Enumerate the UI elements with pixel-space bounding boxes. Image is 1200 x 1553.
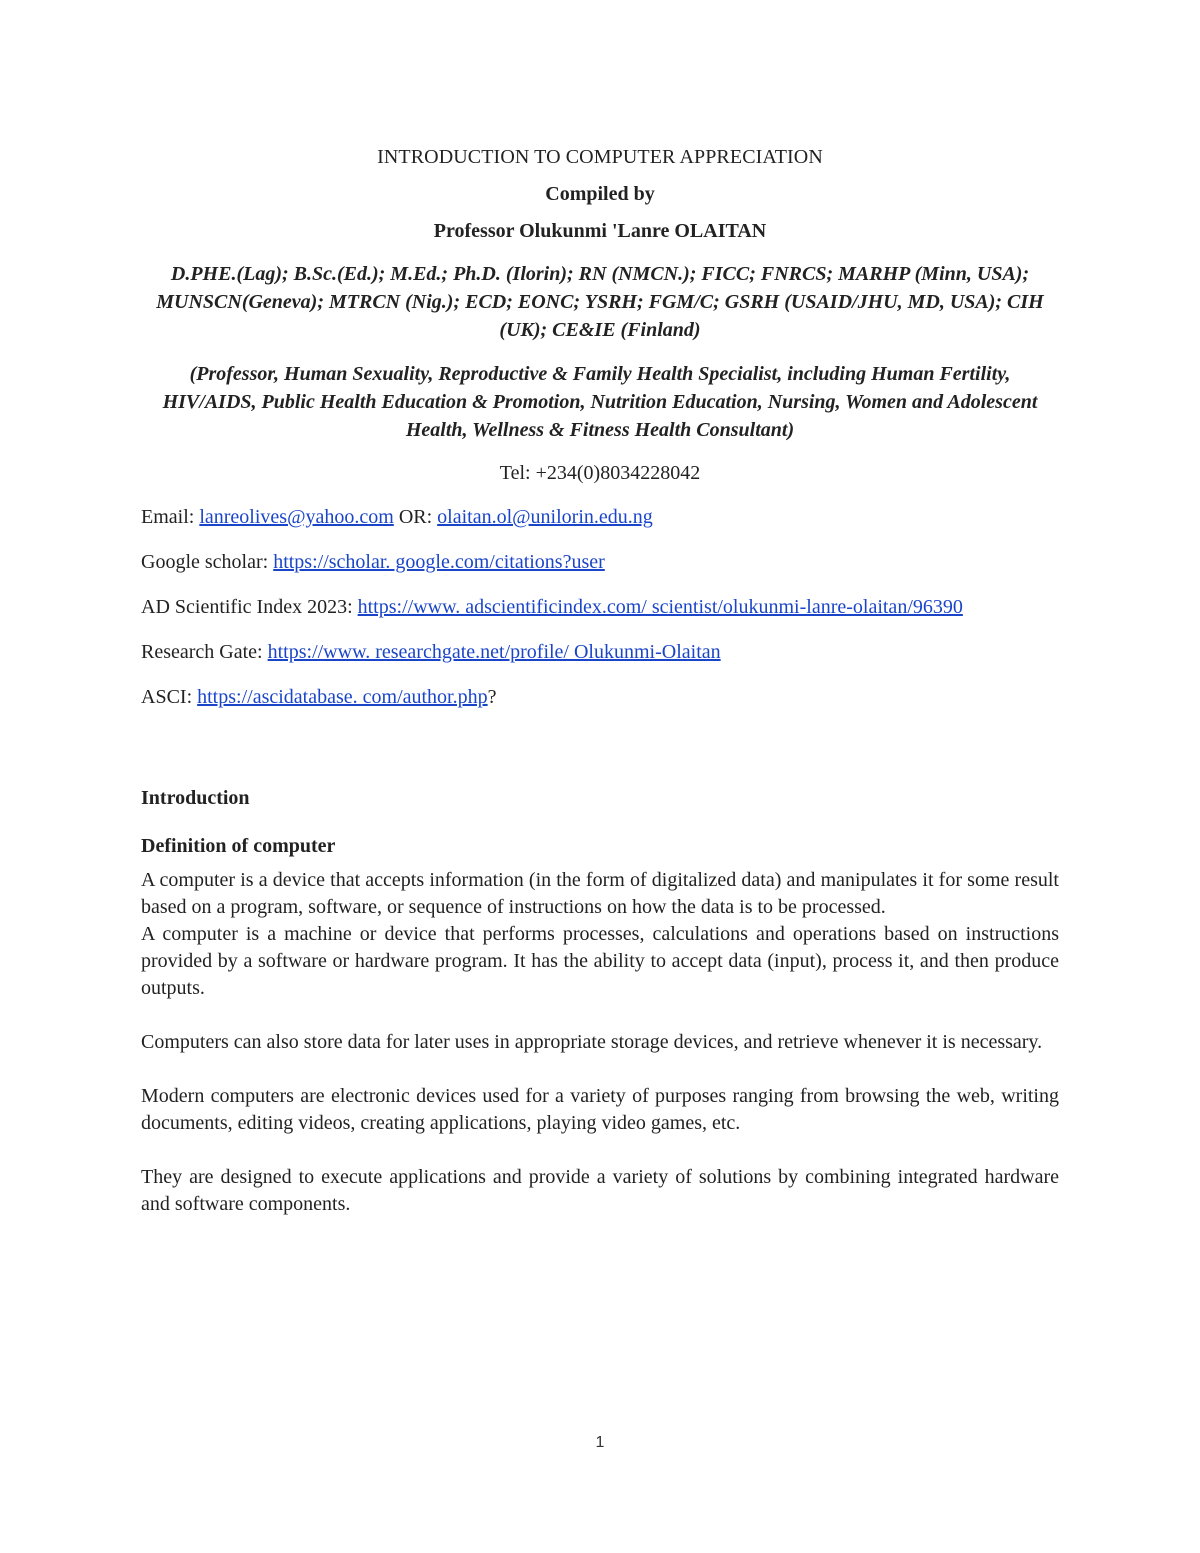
asci-suffix: ? bbox=[487, 686, 497, 708]
google-scholar-link[interactable]: https://scholar. google.com/citations?user bbox=[273, 551, 605, 573]
paragraph-definition-1: A computer is a device that accepts information (in the form of digitalized data) and manipulates it for some result based on a program, software, or sequence of instructions on how the data is to be processed. bbox=[141, 869, 1059, 918]
research-gate-line bbox=[141, 638, 1059, 666]
email-label: Email: bbox=[141, 506, 200, 528]
ad-scientific-index-label: AD Scientific Index 2023: bbox=[141, 596, 358, 618]
paragraph-modern-computers: Modern computers are electronic devices used for a variety of purposes ranging from browsing the web, writing documents, editing videos, creating applications, playing video games, etc. bbox=[141, 1085, 1059, 1134]
google-scholar-label: Google scholar: bbox=[141, 551, 274, 573]
author-name: Professor Olukunmi 'Lanre OLAITAN bbox=[433, 220, 767, 242]
asci-line bbox=[141, 683, 1059, 711]
email-or: OR: bbox=[393, 506, 438, 528]
asci-label: ASCI: bbox=[141, 686, 198, 708]
paragraph-definition-2: A computer is a machine or device that performs processes, calculations and operations based on instructions provided by a software or hardware program. It has the ability to accept data (input), process it, and then produce outputs. bbox=[141, 923, 1059, 999]
author-qualifications: D.PHE.(Lag); B.Sc.(Ed.); M.Ed.; Ph.D. (Ilorin); RN (NMCN.); FICC; FNRCS; MARHP (Minn, USA); MUNSCN(Geneva); MTRCN (Nig.); ECD; EONC; YSRH; FGM/C; GSRH (USAID/JHU, MD, USA); CIH (UK); CE&IE (Finland) bbox=[156, 263, 1044, 341]
telephone: Tel: +234(0)8034228042 bbox=[499, 462, 701, 484]
paragraph-design: They are designed to execute applications and provide a variety of solutions by combining integrated hardware and software components. bbox=[141, 1166, 1059, 1215]
heading-introduction: Introduction bbox=[141, 787, 250, 809]
asci-link[interactable]: https://ascidatabase. com/author.php bbox=[197, 686, 488, 708]
email-link-unilorin[interactable]: olaitan.ol@unilorin.edu.ng bbox=[437, 506, 653, 528]
ad-scientific-index-link[interactable]: https://www. adscientificindex.com/ scientist/olukunmi-lanre-olaitan/96390 bbox=[357, 596, 963, 618]
compiled-by: Compiled by bbox=[545, 183, 655, 205]
heading-definition: Definition of computer bbox=[141, 835, 336, 857]
page-number: 1 bbox=[595, 1434, 605, 1451]
paragraph-storage: Computers can also store data for later uses in appropriate storage devices, and retrieve whenever it is necessary. bbox=[141, 1031, 1043, 1053]
author-role: (Professor, Human Sexuality, Reproductive & Family Health Specialist, including Human Fertility, HIV/AIDS, Public Health Education & Promotion, Nutrition Education, Nursing, Women and Adolescent Health, Wellness & Fitness Health Consultant) bbox=[162, 363, 1038, 441]
google-scholar-line bbox=[141, 548, 1059, 576]
research-gate-label: Research Gate: bbox=[141, 641, 268, 663]
ad-scientific-index-line bbox=[141, 593, 1059, 621]
email-line bbox=[141, 503, 1059, 531]
document-title: INTRODUCTION TO COMPUTER APPRECIATION bbox=[377, 146, 823, 168]
email-link-yahoo[interactable]: lanreolives@yahoo.com bbox=[199, 506, 394, 528]
document-page bbox=[141, 140, 1059, 1218]
research-gate-link[interactable]: https://www. researchgate.net/profile/ Olukunmi-Olaitan bbox=[267, 641, 721, 663]
